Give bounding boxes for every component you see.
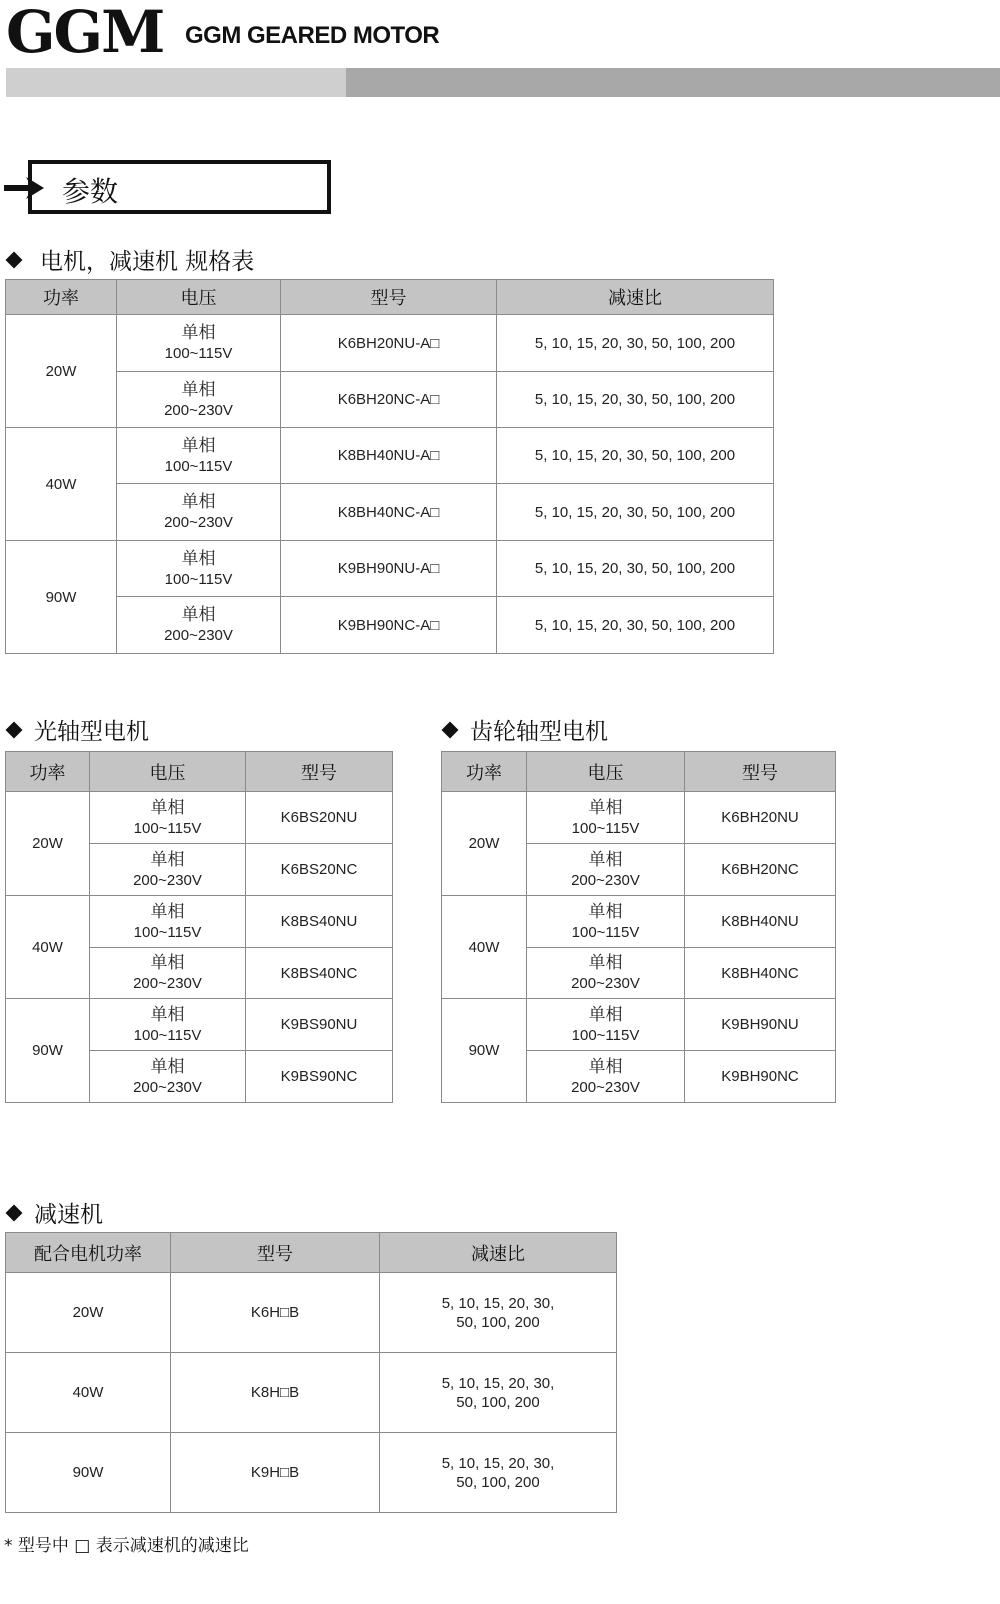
spec-table bbox=[5, 279, 774, 654]
smooth-title-text: 光轴型电机 bbox=[34, 719, 149, 745]
phase-label: 单相 bbox=[588, 849, 623, 870]
spec-header-row bbox=[6, 280, 774, 315]
voltage-value: 200~230V bbox=[164, 514, 233, 531]
voltage-value: 100~115V bbox=[133, 819, 202, 837]
model-cell: K8BS40NU bbox=[246, 896, 393, 948]
phase-label: 单相 bbox=[181, 323, 216, 343]
diamond-bullet-icon bbox=[6, 251, 23, 268]
arrow-right-icon bbox=[4, 177, 44, 199]
reducer-title-text: 减速机 bbox=[34, 1202, 103, 1228]
diamond-bullet-icon bbox=[6, 1204, 23, 1221]
phase-label: 单相 bbox=[588, 797, 623, 818]
gear-title-text: 齿轮轴型电机 bbox=[470, 719, 608, 745]
voltage-cell bbox=[527, 792, 685, 844]
power-cell: 90W bbox=[6, 1433, 171, 1513]
model-cell: K9BS90NU bbox=[246, 999, 393, 1051]
voltage-cell bbox=[527, 999, 685, 1051]
param-heading: 参数 bbox=[62, 175, 119, 208]
voltage-value: 100~115V bbox=[164, 345, 233, 362]
voltage-value: 200~230V bbox=[133, 1078, 202, 1096]
phase-label: 单相 bbox=[181, 435, 216, 456]
voltage-value: 100~115V bbox=[571, 1026, 640, 1044]
header-bar-left bbox=[6, 68, 346, 97]
phase-label: 单相 bbox=[588, 901, 623, 922]
ratio-cell: 5, 10, 15, 20, 30, 50, 100, 200 bbox=[497, 372, 774, 428]
voltage-cell bbox=[117, 372, 281, 428]
gear-header-voltage: 电压 bbox=[527, 752, 685, 792]
ratio-line-1: 5, 10, 15, 20, 30, bbox=[441, 1454, 555, 1472]
smooth-header-row bbox=[6, 752, 393, 792]
model-cell: K9BS90NC bbox=[246, 1051, 393, 1103]
ratio-cell: 5, 10, 15, 20, 30, 50, 100, 200 bbox=[497, 597, 774, 654]
model-cell: K8BH40NU bbox=[685, 896, 836, 948]
model-cell: K6BH20NU-A□ bbox=[281, 315, 497, 372]
table-row bbox=[6, 372, 774, 428]
ratio-cell bbox=[380, 1433, 617, 1513]
voltage-cell bbox=[90, 844, 246, 896]
model-cell: K6H□B bbox=[171, 1273, 380, 1353]
model-cell: K9H□B bbox=[171, 1433, 380, 1513]
ratio-line-2: 50, 100, 200 bbox=[456, 1473, 540, 1491]
voltage-cell bbox=[527, 948, 685, 999]
voltage-cell bbox=[527, 844, 685, 896]
footnote: * 型号中 □ 表示减速机的减速比 bbox=[4, 1536, 249, 1556]
model-cell: K9BH90NC-A□ bbox=[281, 597, 497, 654]
reducer-header-model: 型号 bbox=[171, 1233, 380, 1273]
table-row bbox=[6, 1353, 617, 1433]
ratio-cell: 5, 10, 15, 20, 30, 50, 100, 200 bbox=[497, 315, 774, 372]
model-cell: K6BS20NU bbox=[246, 792, 393, 844]
voltage-value: 100~115V bbox=[133, 923, 202, 941]
model-cell: K6BH20NC-A□ bbox=[281, 372, 497, 428]
voltage-value: 200~230V bbox=[571, 975, 640, 992]
table-row bbox=[6, 1433, 617, 1513]
phase-label: 单相 bbox=[588, 1004, 623, 1025]
voltage-value: 200~230V bbox=[164, 627, 233, 644]
power-cell: 40W bbox=[6, 428, 117, 541]
phase-label: 单相 bbox=[588, 953, 623, 973]
reducer-header-power: 配合电机功率 bbox=[6, 1233, 171, 1273]
phase-label: 单相 bbox=[181, 548, 216, 569]
diamond-bullet-icon bbox=[442, 721, 459, 738]
smooth-section-title bbox=[4, 713, 149, 746]
ratio-cell: 5, 10, 15, 20, 30, 50, 100, 200 bbox=[497, 541, 774, 597]
power-cell: 20W bbox=[6, 792, 90, 896]
voltage-value: 200~230V bbox=[571, 1078, 640, 1096]
power-cell: 20W bbox=[442, 792, 527, 896]
voltage-cell bbox=[90, 948, 246, 999]
phase-label: 单相 bbox=[150, 901, 185, 922]
voltage-cell bbox=[117, 541, 281, 597]
model-cell: K8BH40NU-A□ bbox=[281, 428, 497, 484]
power-cell: 90W bbox=[442, 999, 527, 1103]
table-row bbox=[6, 315, 774, 372]
spec-header-model: 型号 bbox=[281, 280, 497, 315]
voltage-cell bbox=[117, 315, 281, 372]
table-row bbox=[442, 792, 836, 844]
voltage-cell bbox=[117, 484, 281, 541]
ratio-line-2: 50, 100, 200 bbox=[456, 1313, 540, 1331]
reducer-table bbox=[5, 1232, 617, 1513]
power-cell: 40W bbox=[6, 896, 90, 999]
model-cell: K9BH90NU bbox=[685, 999, 836, 1051]
reducer-header-row bbox=[6, 1233, 617, 1273]
spec-section-title bbox=[4, 243, 254, 276]
phase-label: 单相 bbox=[150, 953, 185, 973]
smooth-header-model: 型号 bbox=[246, 752, 393, 792]
voltage-value: 200~230V bbox=[133, 975, 202, 992]
table-row bbox=[442, 896, 836, 948]
table-row bbox=[6, 484, 774, 541]
power-cell: 90W bbox=[6, 541, 117, 654]
ratio-cell bbox=[380, 1353, 617, 1433]
table-row bbox=[6, 896, 393, 948]
model-cell: K8BH40NC bbox=[685, 948, 836, 999]
ratio-cell: 5, 10, 15, 20, 30, 50, 100, 200 bbox=[497, 484, 774, 541]
spec-title-text: 电机，减速机 规格表 bbox=[40, 249, 255, 275]
ratio-line-1: 5, 10, 15, 20, 30, bbox=[441, 1374, 555, 1392]
voltage-cell bbox=[90, 999, 246, 1051]
reducer-header-ratio: 减速比 bbox=[380, 1233, 617, 1273]
ratio-cell bbox=[380, 1273, 617, 1353]
voltage-value: 100~115V bbox=[571, 819, 640, 837]
brand-subtitle: GGM GEARED MOTOR bbox=[185, 22, 440, 49]
model-cell: K6BH20NU bbox=[685, 792, 836, 844]
voltage-cell bbox=[90, 1051, 246, 1103]
model-cell: K6BS20NC bbox=[246, 844, 393, 896]
phase-label: 单相 bbox=[181, 605, 216, 625]
smooth-shaft-table bbox=[5, 751, 393, 1103]
voltage-value: 100~115V bbox=[164, 570, 233, 588]
gear-section-title bbox=[440, 713, 608, 746]
brand-logo: GGM bbox=[6, 0, 164, 66]
voltage-value: 200~230V bbox=[571, 871, 640, 889]
ratio-cell: 5, 10, 15, 20, 30, 50, 100, 200 bbox=[497, 428, 774, 484]
voltage-cell bbox=[90, 792, 246, 844]
power-cell: 40W bbox=[6, 1353, 171, 1433]
model-cell: K9BH90NU-A□ bbox=[281, 541, 497, 597]
gear-header-power: 功率 bbox=[442, 752, 527, 792]
table-row bbox=[6, 792, 393, 844]
voltage-value: 100~115V bbox=[571, 923, 640, 941]
voltage-cell bbox=[117, 428, 281, 484]
ratio-line-2: 50, 100, 200 bbox=[456, 1393, 540, 1411]
model-cell: K8BS40NC bbox=[246, 948, 393, 999]
phase-label: 单相 bbox=[150, 1056, 185, 1077]
smooth-header-power: 功率 bbox=[6, 752, 90, 792]
power-cell: 20W bbox=[6, 1273, 171, 1353]
phase-label: 单相 bbox=[181, 492, 216, 512]
spec-header-power: 功率 bbox=[6, 280, 117, 315]
gear-header-model: 型号 bbox=[685, 752, 836, 792]
gear-shaft-table bbox=[441, 751, 836, 1103]
phase-label: 单相 bbox=[150, 797, 185, 818]
voltage-value: 200~230V bbox=[133, 871, 202, 889]
model-cell: K8H□B bbox=[171, 1353, 380, 1433]
voltage-cell bbox=[527, 896, 685, 948]
table-row bbox=[442, 999, 836, 1051]
power-cell: 90W bbox=[6, 999, 90, 1103]
gear-header-row bbox=[442, 752, 836, 792]
diamond-bullet-icon bbox=[6, 721, 23, 738]
voltage-cell bbox=[90, 896, 246, 948]
voltage-cell bbox=[527, 1051, 685, 1103]
phase-label: 单相 bbox=[181, 379, 216, 400]
phase-label: 单相 bbox=[150, 1004, 185, 1025]
table-row bbox=[6, 428, 774, 484]
voltage-cell bbox=[117, 597, 281, 654]
smooth-header-voltage: 电压 bbox=[90, 752, 246, 792]
phase-label: 单相 bbox=[150, 849, 185, 870]
power-cell: 20W bbox=[6, 315, 117, 428]
ratio-line-1: 5, 10, 15, 20, 30, bbox=[441, 1294, 555, 1312]
table-row bbox=[6, 999, 393, 1051]
power-cell: 40W bbox=[442, 896, 527, 999]
model-cell: K9BH90NC bbox=[685, 1051, 836, 1103]
spec-header-voltage: 电压 bbox=[117, 280, 281, 315]
table-row bbox=[6, 1273, 617, 1353]
voltage-value: 100~115V bbox=[133, 1026, 202, 1044]
voltage-value: 100~115V bbox=[164, 457, 233, 475]
voltage-value: 200~230V bbox=[164, 401, 233, 419]
table-row bbox=[6, 541, 774, 597]
header-bar-right bbox=[346, 68, 1000, 97]
phase-label: 单相 bbox=[588, 1056, 623, 1077]
model-cell: K8BH40NC-A□ bbox=[281, 484, 497, 541]
spec-header-ratio: 减速比 bbox=[497, 280, 774, 315]
table-row bbox=[6, 597, 774, 654]
model-cell: K6BH20NC bbox=[685, 844, 836, 896]
reducer-section-title bbox=[4, 1196, 103, 1229]
